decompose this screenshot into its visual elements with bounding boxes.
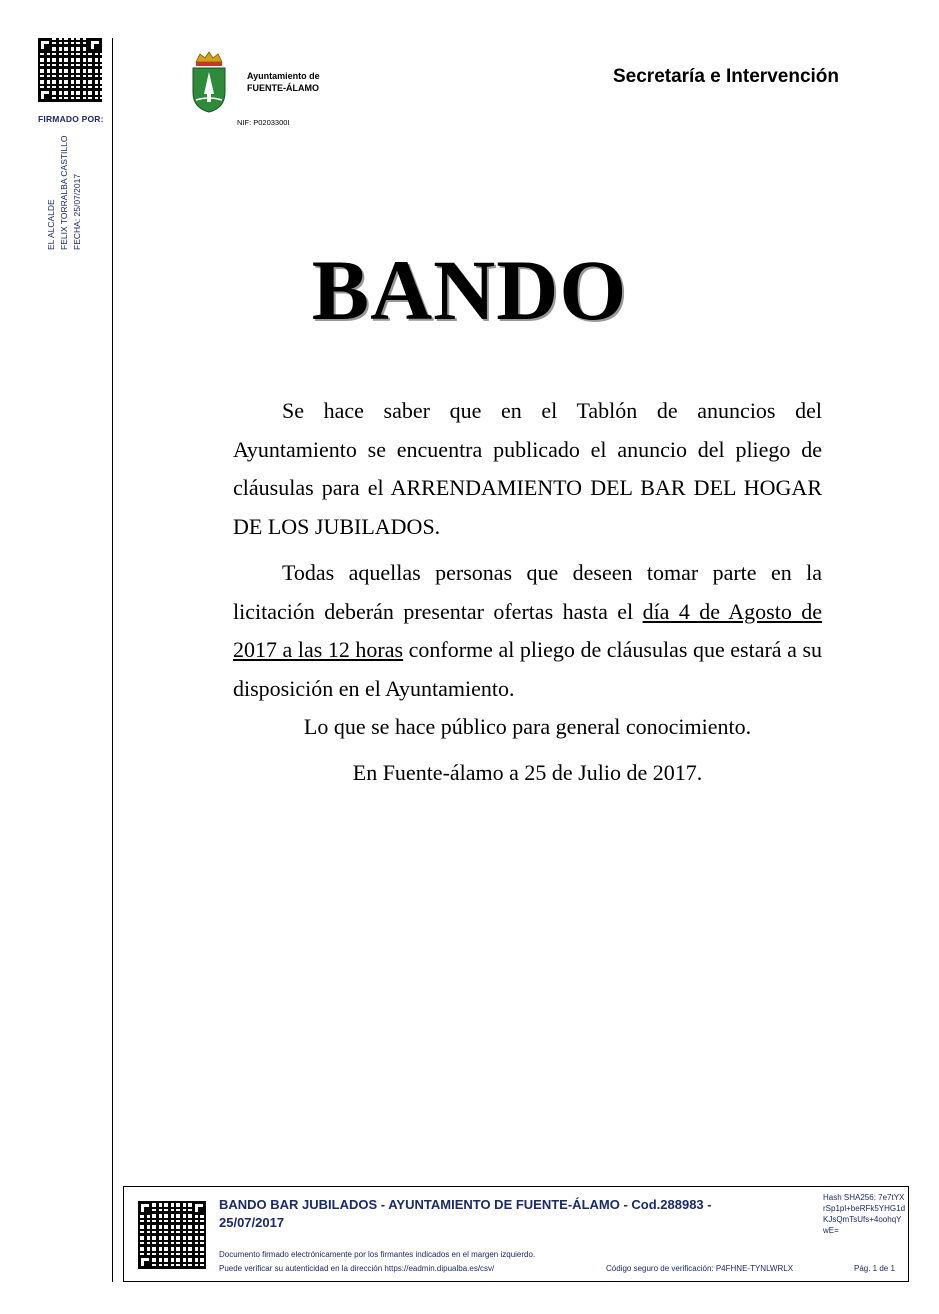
- nif: NIF: P0203300I: [237, 118, 290, 127]
- signer-date: FECHA: 25/07/2017: [72, 173, 82, 250]
- paragraph-1: Se hace saber que en el Tablón de anuncios del Ayuntamiento se encuentra publicado el anuncio del pliego de cláusulas para el ARRENDAMIENTO DEL BAR DEL HOGAR DE LOS JUBILADOS.: [233, 398, 822, 539]
- qr-code-top: [38, 38, 102, 102]
- p2-before: Todas aquellas personas que deseen tomar parte en la licitación deberán presentar ofertas hasta el: [233, 560, 822, 624]
- verify-link[interactable]: Puede verificar su autenticidad en la dirección https://eadmin.dipualba.es/csv/: [219, 1264, 495, 1273]
- signed-by-label: FIRMADO POR:: [38, 114, 104, 124]
- document-body: [233, 392, 823, 785]
- document-title: BANDO: [311, 242, 628, 338]
- paragraph-3: Lo que se hace público para general conocimiento.: [303, 714, 752, 739]
- department-title: Secretaría e Intervención: [613, 66, 839, 87]
- margin-divider: [112, 38, 113, 1282]
- signer-block: [45, 110, 84, 250]
- coat-of-arms-icon: [190, 50, 228, 114]
- verification-footer: [123, 1186, 909, 1282]
- ayto-line2: FUENTE-ÁLAMO: [247, 83, 319, 93]
- paragraph-2: [233, 554, 822, 708]
- date-place: En Fuente-álamo a 25 de Julio de 2017.: [352, 760, 703, 785]
- page-number: Pág. 1 de 1: [854, 1264, 895, 1273]
- hash-text: Hash SHA256: 7e7tYXrSp1pl+beRFk5YHG1dKJsQmTsUfs+4oohqYwE=: [823, 1193, 906, 1235]
- signer-role: EL ALCALDE: [46, 199, 56, 250]
- footer-title-line1: BANDO BAR JUBILADOS - AYUNTAMIENTO DE FUENTE-ÁLAMO - Cod.288983 -: [219, 1197, 712, 1212]
- signed-notice: Documento firmado electrónicamente por los firmantes indicados en el margen izquierdo.: [219, 1250, 536, 1259]
- ayto-line1: Ayuntamiento de: [247, 71, 320, 81]
- footer-title-line2: 25/07/2017: [219, 1215, 285, 1230]
- p2-after: conforme al pliego de cláusulas que estará a su disposición en el Ayuntamiento.: [233, 637, 823, 701]
- deadline-text: día 4 de Agosto de 2017 a las 12 horas: [233, 598, 822, 662]
- municipality-name: [247, 70, 320, 94]
- signer-name: FELIX TORRALBA CASTILLO: [59, 135, 69, 250]
- csv-code: Código seguro de verificación: P4FHNE-TYNLWRLX: [606, 1264, 794, 1273]
- qr-code-bottom: [138, 1201, 206, 1269]
- footer-title: [219, 1196, 779, 1232]
